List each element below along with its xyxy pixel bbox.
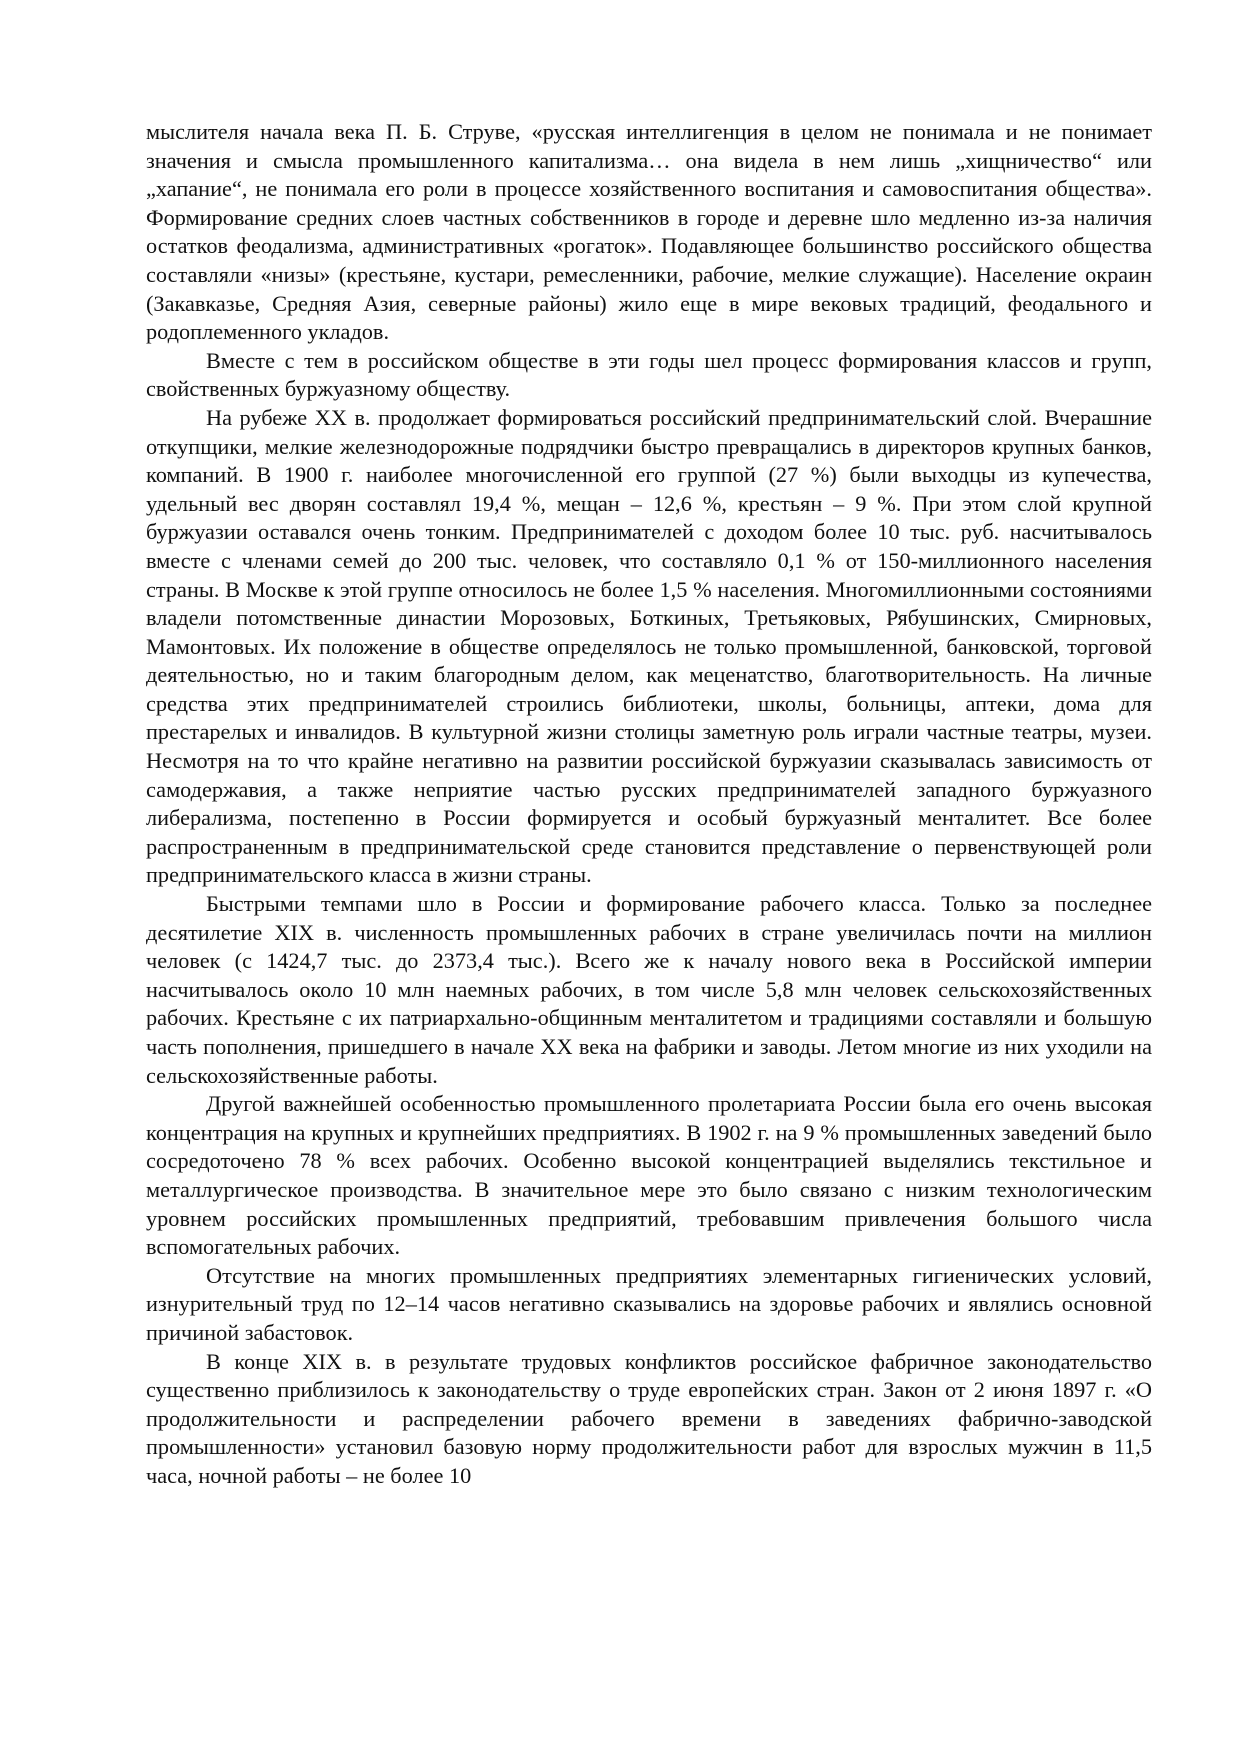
document-page	[146, 118, 1152, 1491]
paragraph-working-conditions: Отсутствие на многих промышленных предприятиях элементарных гигиенических условий, изнурительный труд по 12–14 часов негативно сказывались на здоровье рабочих и являлись основной причиной забастовок.	[146, 1262, 1152, 1345]
paragraph-working-class: Быстрыми темпами шло в России и формирование рабочего класса. Только за последнее десятилетие XIX в. численность промышленных рабочих в стране увеличилась почти на миллион человек (с 1424,7 тыс. до 2373,4 тыс.). Всего же к началу нового века в Российской империи насчитывалось около 10 млн наемных рабочих, в том числе 5,8 млн человек сельскохозяйственных рабочих. Крестьяне с их патриархально-общинным менталитетом и традициями составляли и большую часть пополнения, пришедшего в начале XX века на фабрики и заводы. Летом многие из них уходили на сельскохозяйственные работы.	[146, 891, 1152, 1088]
paragraph-factory-legislation: В конце XIX в. в результате трудовых конфликтов российское фабричное законодательство существенно приблизилось к законодательству о труде европейских стран. Закон от 2 июня 1897 г. «О продолжительности и распределении рабочего времени в заведениях фабрично-заводской промышленности» установил базовую норму продолжительности работ для взрослых мужчин в 11,5 часа, ночной работы – не более 10	[146, 1348, 1152, 1488]
paragraph-class-formation: Вместе с тем в российском обществе в эти годы шел процесс формирования классов и групп, свойственных буржуазному обществу.	[146, 347, 1152, 402]
paragraph-concentration: Другой важнейшей особенностью промышленного пролетариата России была его очень высокая концентрация на крупных и крупнейших предприятиях. В 1902 г. на 9 % промышленных заведений было сосредоточено 78 % всех рабочих. Особенно высокой концентрацией выделялись текстильное и металлургическое производства. В значительное мере это было связано с низким технологическим уровнем российских промышленных предприятий, требовавшим привлечения большого числа вспомогательных рабочих.	[146, 1091, 1152, 1260]
paragraph-struve-quote: мыслителя начала века П. Б. Струве, «русская интеллигенция в целом не понимала и не понимает значения и смысла промышленного капитализма… она видела в нем лишь „хищничество“ или „хапание“, не понимала его роли в процессе хозяйственного воспитания и самовоспитания общества». Формирование средних слоев частных собственников в городе и деревне шло медленно из-за наличия остатков феодализма, административных «рогаток». Подавляющее большинство российского общества составляли «низы» (крестьяне, кустари, ремесленники, рабочие, мелкие служащие). Население окраин (Закавказье, Средняя Азия, северные районы) жило еще в мире вековых традиций, феодального и родоплеменного укладов.	[146, 119, 1152, 345]
paragraph-entrepreneurs: На рубеже XX в. продолжает формироваться российский предпринимательский слой. Вчерашние откупщики, мелкие железнодорожные подрядчики быстро превращались в директоров крупных банков, компаний. В 1900 г. наиболее многочисленной его группой (27 %) были выходцы из купечества, удельный вес дворян составлял 19,4 %, мещан – 12,6 %, крестьян – 9 %. При этом слой крупной буржуазии оставался очень тонким. Предпринимателей с доходом более 10 тыс. руб. насчитывалось вместе с членами семей до 200 тыс. человек, что составляло 0,1 % от 150-миллионного населения страны. В Москве к этой группе относилось не более 1,5 % населения. Многомиллионными состояниями владели потомственные династии Морозовых, Боткиных, Третьяковых, Рябушинских, Смирновых, Мамонтовых. Их положение в обществе определялось не только промышленной, банковской, торговой деятельностью, но и таким благородным делом, как меценатство, благотворительность. На личные средства этих предпринимателей строились библиотеки, школы, больницы, аптеки, дома для престарелых и инвалидов. В культурной жизни столицы заметную роль играли частные театры, музеи. Несмотря на то что крайне негативно на развитии российской буржуазии сказывалась зависимость от самодержавия, а также неприятие частью русских предпринимателей западного буржуазного либерализма, постепенно в России формируется и особый буржуазный менталитет. Все более распространенным в предпринимательской среде становится представление о первенствующей роли предпринимательского класса в жизни страны.	[146, 404, 1152, 888]
